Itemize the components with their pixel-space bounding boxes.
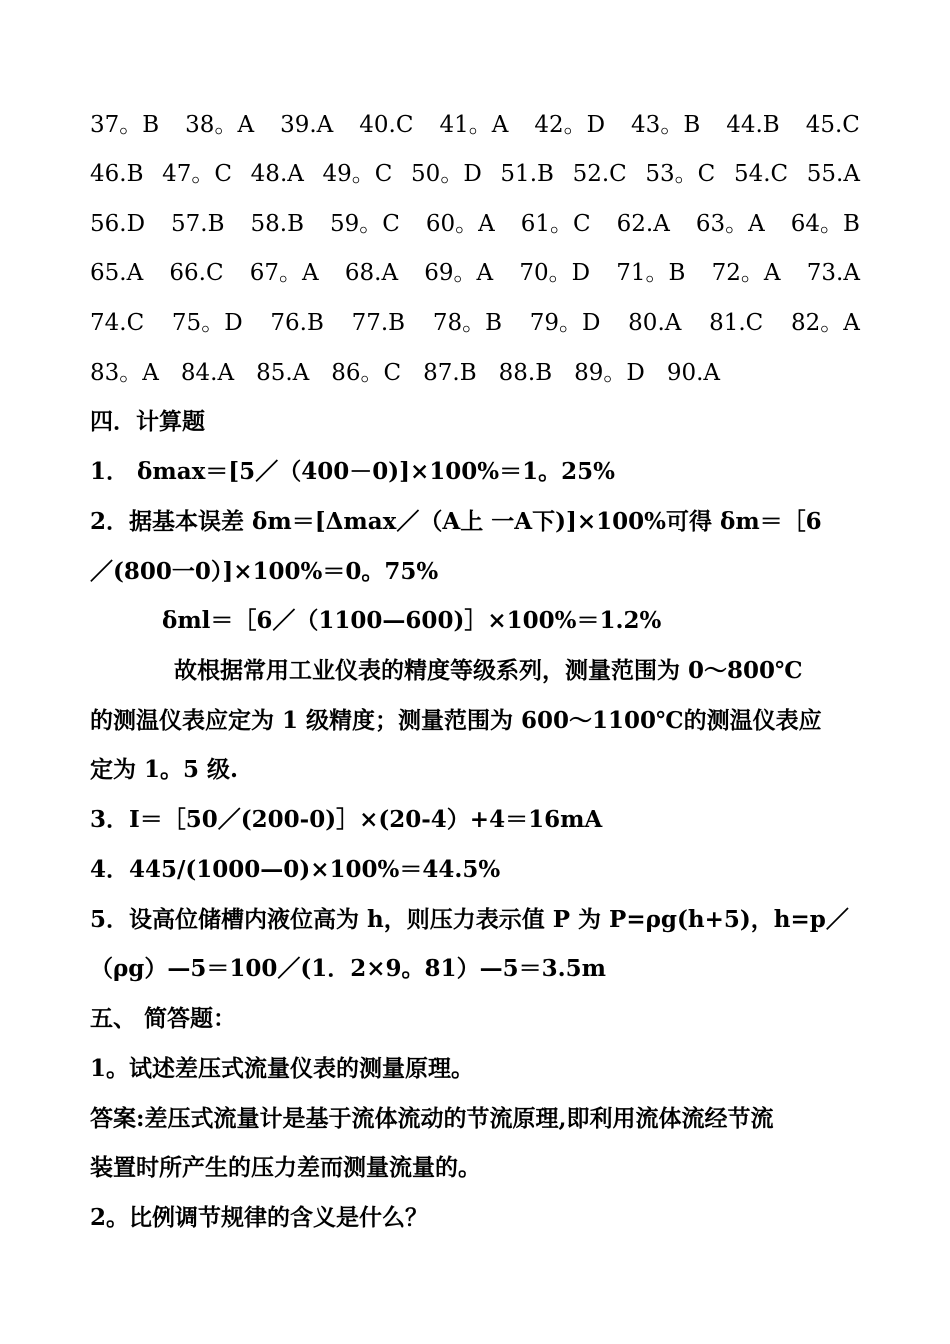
calc-answer-2-line-2: ／(800一0）]×100%＝0。75% <box>90 558 439 585</box>
answer-item: 49。C <box>322 161 393 187</box>
answer-item: 80.A <box>628 310 682 336</box>
calc-answer-4: 4．445/(1000—0)×100%＝44.5% <box>90 856 501 883</box>
answer-item: 53。C <box>645 161 716 187</box>
answer-item: 85.A <box>256 360 310 386</box>
answer-item: 73.A <box>806 260 860 286</box>
answer-item: 79。D <box>529 310 601 336</box>
answer-item: 64。B <box>790 211 860 237</box>
answer-item: 46.B <box>90 161 144 187</box>
answer-item: 67。A <box>249 260 319 286</box>
answer-item: 63。A <box>695 211 765 237</box>
answer-row-4 <box>90 257 860 289</box>
answer-item: 78。B <box>432 310 502 336</box>
answer-row-3 <box>90 208 860 240</box>
section-heading-short-answer: 五、 简答题： <box>90 1005 237 1032</box>
answer-item: 86。C <box>331 360 402 386</box>
calc-answer-2-line-6: 定为 1。5 级. <box>90 756 239 783</box>
answer-item: 82。A <box>791 310 860 336</box>
answer-item: 72。A <box>711 260 781 286</box>
answer-item: 44.B <box>726 112 780 138</box>
answer-item: 60。A <box>425 211 495 237</box>
answer-item: 69。A <box>424 260 494 286</box>
answer-item: 62.A <box>616 211 670 237</box>
answer-item: 51.B <box>500 161 554 187</box>
answer-item: 75。D <box>171 310 243 336</box>
answer-item: 50。D <box>411 161 482 187</box>
short-answer-1-line-2: 装置时所产生的压力差而测量流量的。 <box>90 1154 481 1181</box>
short-question-1: 1。试述差压式流量仪表的测量原理。 <box>90 1055 475 1082</box>
answer-item: 52.C <box>572 161 627 187</box>
answer-item: 38。A <box>185 112 255 138</box>
answer-item: 66.C <box>169 260 224 286</box>
answer-row-5 <box>90 307 860 339</box>
answer-item: 59。C <box>330 211 400 237</box>
calc-answer-2-line-3: δml＝［6／（1100—600)］×100%＝1.2% <box>162 607 662 634</box>
answer-item: 61。C <box>520 211 591 237</box>
answer-item: 54.C <box>733 161 789 187</box>
answer-item: 48.A <box>250 161 304 187</box>
answer-item: 81.C <box>709 310 764 336</box>
answer-item: 84.A <box>180 360 235 386</box>
answer-item: 57.B <box>171 211 225 237</box>
answer-item: 58.B <box>250 211 304 237</box>
answer-item: 89。D <box>574 360 645 386</box>
answer-item: 56.D <box>90 211 146 237</box>
answer-row-2 <box>90 158 860 190</box>
answer-item: 45.C <box>805 112 860 138</box>
answer-item: 42。D <box>534 112 606 138</box>
answer-item: 47。C <box>162 161 233 187</box>
section-heading-calculation: 四．计算题 <box>90 408 205 435</box>
answer-item: 68.A <box>344 260 399 286</box>
answer-item: 65.A <box>90 260 144 286</box>
answer-item: 70。D <box>519 260 591 286</box>
calc-answer-2-line-5: 的测温仪表应定为 1 级精度；测量范围为 600～1100℃的测温仪表应 <box>90 707 822 734</box>
calc-answer-2-line-1: 2．据基本误差 δm＝[Δmax／（A上 一A下)]×100%可得 δm＝［6 <box>90 508 822 535</box>
answer-item: 71。B <box>616 260 686 286</box>
short-question-2: 2。比例调节规律的含义是什么？ <box>90 1204 429 1231</box>
answer-item: 40.C <box>359 112 414 138</box>
calc-answer-3: 3．I＝［50／(200-0)］×(20-4）+4＝16mA <box>90 806 603 833</box>
answer-item: 37。B <box>90 112 160 138</box>
answer-item: 74.C <box>90 310 145 336</box>
calc-answer-5-line-2: （ρg）—5＝100／(1．2×9。81）—5＝3.5m <box>90 955 606 982</box>
answer-item: 39.A <box>280 112 334 138</box>
answer-row-1 <box>90 109 860 141</box>
answer-item: 87.B <box>423 360 477 386</box>
answer-item: 88.B <box>498 360 553 386</box>
answer-item: 41。A <box>439 112 509 138</box>
answer-item: 43。B <box>631 112 701 138</box>
short-answer-1-line-1: 答案:差压式流量计是基于流体流动的节流原理,即利用流体流经节流 <box>90 1105 774 1132</box>
answer-item: 77.B <box>351 310 406 336</box>
calc-answer-2-line-4: 故根据常用工业仪表的精度等级系列，测量范围为 0～800℃ <box>174 657 803 684</box>
answer-item: 83。A <box>90 360 159 386</box>
answer-row-6 <box>90 357 860 389</box>
answer-item: 90.A <box>666 360 721 386</box>
answer-item: 76.B <box>270 310 324 336</box>
calc-answer-5-line-1: 5．设高位储槽内液位高为 h，则压力表示值 P 为 P=ρg(h+5)，h=p／ <box>90 906 849 933</box>
calc-answer-1: 1． δmax＝[5／（400－0)]×100%＝1。25% <box>90 458 615 485</box>
answer-item: 55.A <box>806 161 860 187</box>
